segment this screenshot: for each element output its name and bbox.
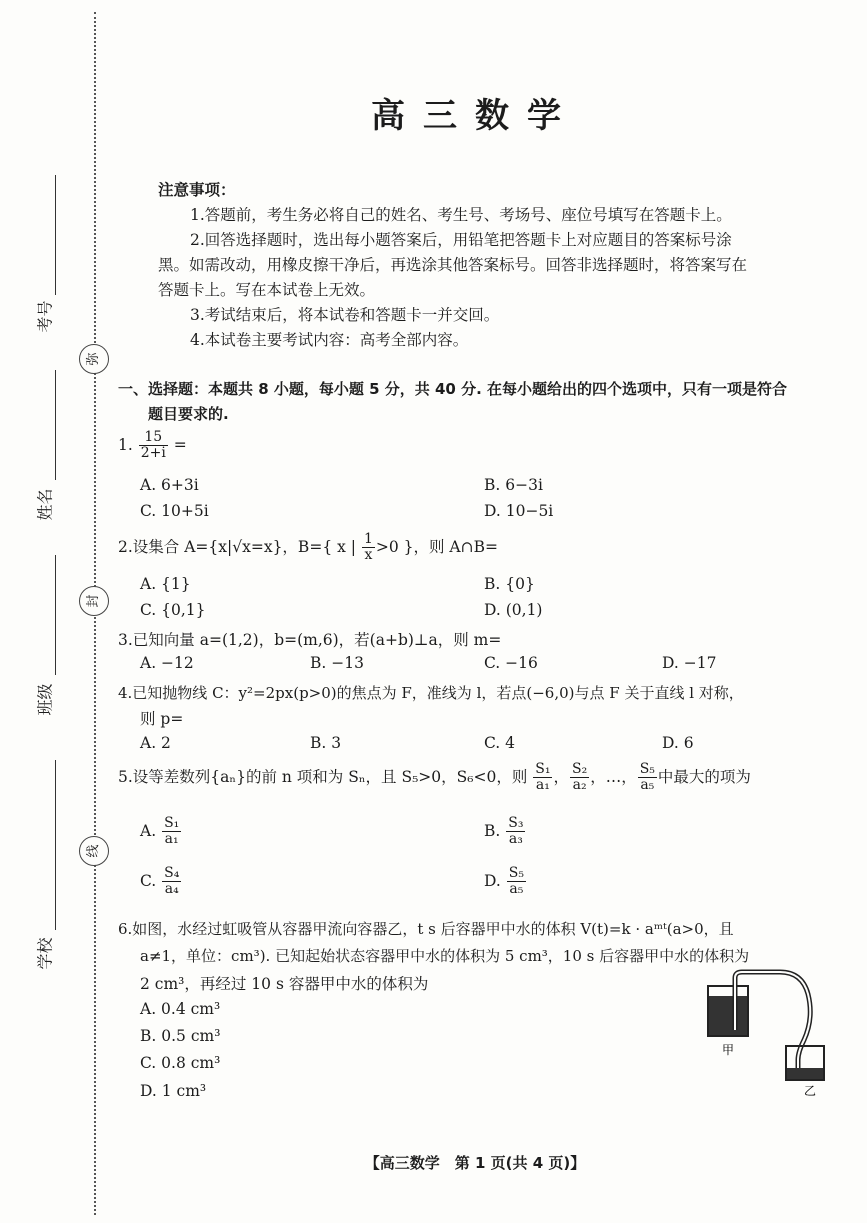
q5-f1-num: S₁ [535,761,551,777]
question-5: 5.设等差数列{aₙ}的前 n 项和为 Sₙ，且 S₅>0，S₆<0，则 $\frac{\text{S₁}}{\text{a₁}}$ ， $\frac{\text{S₂}}{\text{a₂}}$ ，…， $\frac{\text{S₅}}{\text{a₅}}$ 中最大的项为 [118,761,751,794]
page-footer: 【高三数学 第 1 页(共 4 页)】 [364,1154,586,1172]
q5-option-d [484,866,527,898]
q5-f5-den: a₅ [640,777,655,794]
q2-denominator: x [364,547,373,564]
q5-b-num: S₃ [508,815,524,831]
label-yi: 乙 [804,1084,817,1098]
q4-option-d: D. 6 [662,734,694,752]
q5-fraction-2 [570,762,589,794]
q5-f2-num: S₂ [572,761,588,777]
q5-b-label: B. [484,821,501,840]
q5-c-fraction [162,866,181,898]
q5-d-label: D. [484,871,501,890]
question-4-line-2: 则 p= [140,710,184,728]
class-underline [55,555,56,675]
notes-line-1: 1.答题前，考生务必将自己的姓名、考生号、考场号、座位号填写在答题卡上。 [190,206,732,224]
q5-b-fraction [506,816,525,848]
q1-option-d: D. 10−5i [484,502,554,520]
question-1 [118,430,187,462]
question-2 [118,532,498,564]
q6-option-d: D. 1 cm³ [140,1082,207,1100]
q5-f1-den: a₁ [535,777,550,794]
question-3: 3.已知向量 a=(1,2)，b=(m,6)，若(a+b)⊥a，则 m= [118,631,502,649]
exam-number-label: 考号 [35,300,55,333]
seal-mi: 弥 [79,344,109,374]
q2-option-d: D. (0,1) [484,601,543,619]
siphon-figure [700,968,840,1098]
q5-text-post: 中最大的项为 [657,767,751,786]
q1-numerator: 15 [139,430,168,446]
water-yi [787,1068,823,1079]
q1-equals: = [173,435,187,454]
q6-option-b: B. 0.5 cm³ [140,1027,221,1045]
q5-a-fraction [162,816,181,848]
notes-line-4: 答题卡上。写在本试卷上无效。 [158,281,376,299]
notes-line-3: 黑。如需改动，用橡皮擦干净后，再选涂其他答案标号。回答非选择题时，将答案写在 [158,256,748,274]
q6-option-c: C. 0.8 cm³ [140,1054,221,1072]
q5-option-b [484,816,526,848]
q1-option-a: A. 6+3i [140,476,199,494]
q5-text-pre: 5.设等差数列{aₙ}的前 n 项和为 Sₙ，且 S₅>0，S₆<0，则 [118,767,528,786]
q5-d-fraction [507,866,526,898]
q5-a-num: S₁ [164,815,180,831]
q5-b-den: a₃ [508,831,523,848]
question-6-line-1: 6.如图，水经过虹吸管从容器甲流向容器乙，t s 后容器甲中水的体积 V(t)=k · aᵐᵗ(a>0，且 [118,920,734,938]
q5-fraction-1 [533,762,552,794]
school-underline [55,760,56,930]
q5-c-label: C. [140,871,157,890]
q5-ellipsis: ，…， [590,767,637,786]
q5-f2-den: a₂ [572,777,587,794]
q5-d-den: a₅ [509,881,524,898]
question-6-line-2: a≠1，单位：cm³). 已知起始状态容器甲中水的体积为 5 cm³，10 s 后容器甲中水的体积为 [140,947,750,965]
q1-option-b: B. 6−3i [484,476,543,494]
q2-set-close: >0 } [375,537,414,556]
q1-denominator: 2+i [140,445,166,462]
q3-option-d: D. −17 [662,654,717,672]
class-label: 班级 [35,683,55,716]
q4-option-c: C. 4 [484,734,516,752]
q3-option-c: C. −16 [484,654,538,672]
page-title: 高三数学 [371,96,579,136]
q5-a-den: a₁ [164,831,179,848]
q2-text-post: ，则 A∩B= [413,537,498,556]
notes-line-2: 2.回答选择题时，选出每小题答案后，用铅笔把答题卡上对应题目的答案标号涂 [190,231,732,249]
section-header-line-2: 题目要求的. [148,405,229,423]
q5-fraction-5 [638,762,657,794]
q4-option-b: B. 3 [310,734,342,752]
q3-option-b: B. −13 [310,654,364,672]
notes-heading: 注意事项： [158,181,236,199]
label-jia: 甲 [722,1043,735,1057]
q5-d-num: S₅ [508,865,524,881]
school-label: 学校 [35,937,55,970]
q5-c-den: a₄ [164,881,179,898]
q1-fraction [139,430,168,462]
question-6-line-3: 2 cm³，再经过 10 s 容器甲中水的体积为 [140,975,429,993]
q5-option-c [140,866,182,898]
q4-option-a: A. 2 [140,734,171,752]
q3-option-a: A. −12 [140,654,194,672]
name-label: 姓名 [35,488,55,521]
name-underline [55,370,56,480]
seal-feng: 封 [79,586,109,616]
section-header-line-1: 一、选择题：本题共 8 小题，每小题 5 分，共 40 分. 在每小题给出的四个选项中，只有一项是符合 [118,380,788,398]
q1-option-c: C. 10+5i [140,502,209,520]
question-4-line-1: 4.已知抛物线 C：y²=2px(p>0)的焦点为 F，准线为 l，若点(−6,0)与点 F 关于直线 l 对称， [118,684,744,702]
q5-f5-num: S₅ [639,761,655,777]
q1-number: 1. [118,435,133,454]
exam-number-underline [55,175,56,295]
q5-option-a [140,816,182,848]
q2-set-open: { x | [322,537,356,556]
notes-line-5: 3.考试结束后，将本试卷和答题卡一并交回。 [190,306,500,324]
water-jia [709,996,747,1035]
q5-a-label: A. [140,821,157,840]
q2-numerator: 1 [363,531,373,547]
q2-option-a: A. {1} [140,575,191,593]
q2-option-c: C. {0,1} [140,601,206,619]
q6-option-a: A. 0.4 cm³ [140,1000,221,1018]
seal-xian: 线 [79,836,109,866]
q5-c-num: S₄ [164,865,180,881]
q2-fraction [362,532,375,564]
q2-text-pre: 2.设集合 A={x|√x=x}，B= [118,537,323,556]
q2-option-b: B. {0} [484,575,535,593]
notes-line-6: 4.本试卷主要考试内容：高考全部内容。 [190,331,469,349]
